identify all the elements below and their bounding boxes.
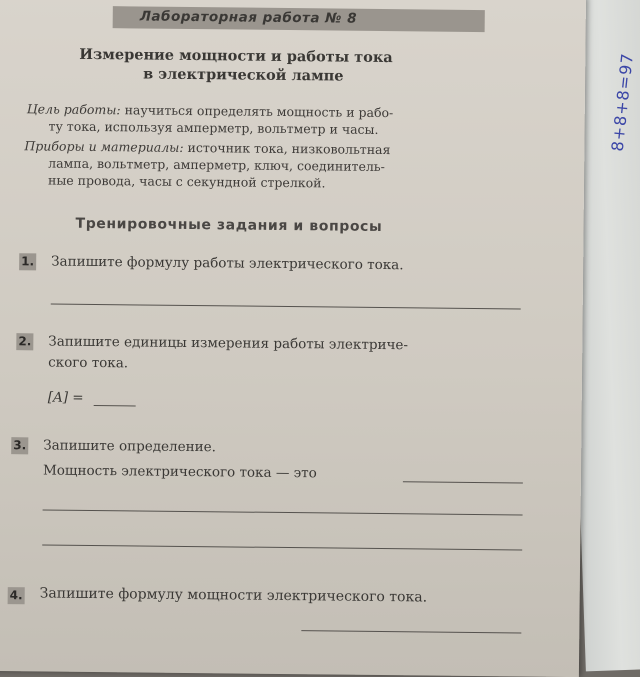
equipment-line-3: ные провода, часы с секундной стрелкой. (47, 172, 326, 191)
answer-line-3c (42, 544, 522, 550)
question-3-text-2: Мощность электрического тока — это (42, 462, 317, 482)
question-4-number: 4. (8, 587, 25, 604)
equipment-label: Приборы и материалы: (24, 138, 184, 155)
equipment-text-1: источник тока, низковольтная (187, 139, 391, 158)
answer-line-3a (403, 481, 523, 483)
question-2-text-2: ского тока. (48, 354, 129, 372)
goal-label: Цель работы: (26, 101, 121, 118)
section-title: Тренировочные задания и вопросы (75, 215, 383, 236)
question-3-number: 3. (11, 437, 28, 454)
question-2-number: 2. (16, 333, 33, 350)
question-1-text: Запишите формулу работы электрического тока. (51, 253, 404, 274)
goal-text-1: научиться определять мощность и рабо- (124, 102, 394, 121)
answer-line-4 (301, 630, 521, 633)
goal-line-2: ту тока, используя амперметр, вольтметр и часы. (48, 118, 379, 137)
answer-prefix: [A] = (47, 389, 84, 406)
question-3-text-1: Запишите определение. (43, 437, 216, 456)
goal-line-1 (27, 101, 394, 120)
answer-line-2 (94, 405, 136, 406)
lab-header: Лабораторная работа № 8 (139, 8, 358, 27)
page-title-line-2: в электрической лампе (143, 65, 344, 85)
answer-line-1 (51, 304, 521, 310)
question-2-text-1: Запишите единицы измерения работы электриче- (48, 333, 409, 354)
handwritten-note: 8+8+8=97 (607, 51, 637, 153)
question-4-text: Запишите формулу мощности электрического тока. (39, 585, 428, 606)
equipment-line-2: лампа, вольтметр, амперметр, ключ, соединитель- (48, 155, 385, 175)
equipment-line-1 (24, 138, 390, 157)
page-title-line-1: Измерение мощности и работы тока (79, 45, 393, 67)
question-1-number: 1. (19, 253, 36, 270)
answer-line-3b (43, 509, 523, 515)
